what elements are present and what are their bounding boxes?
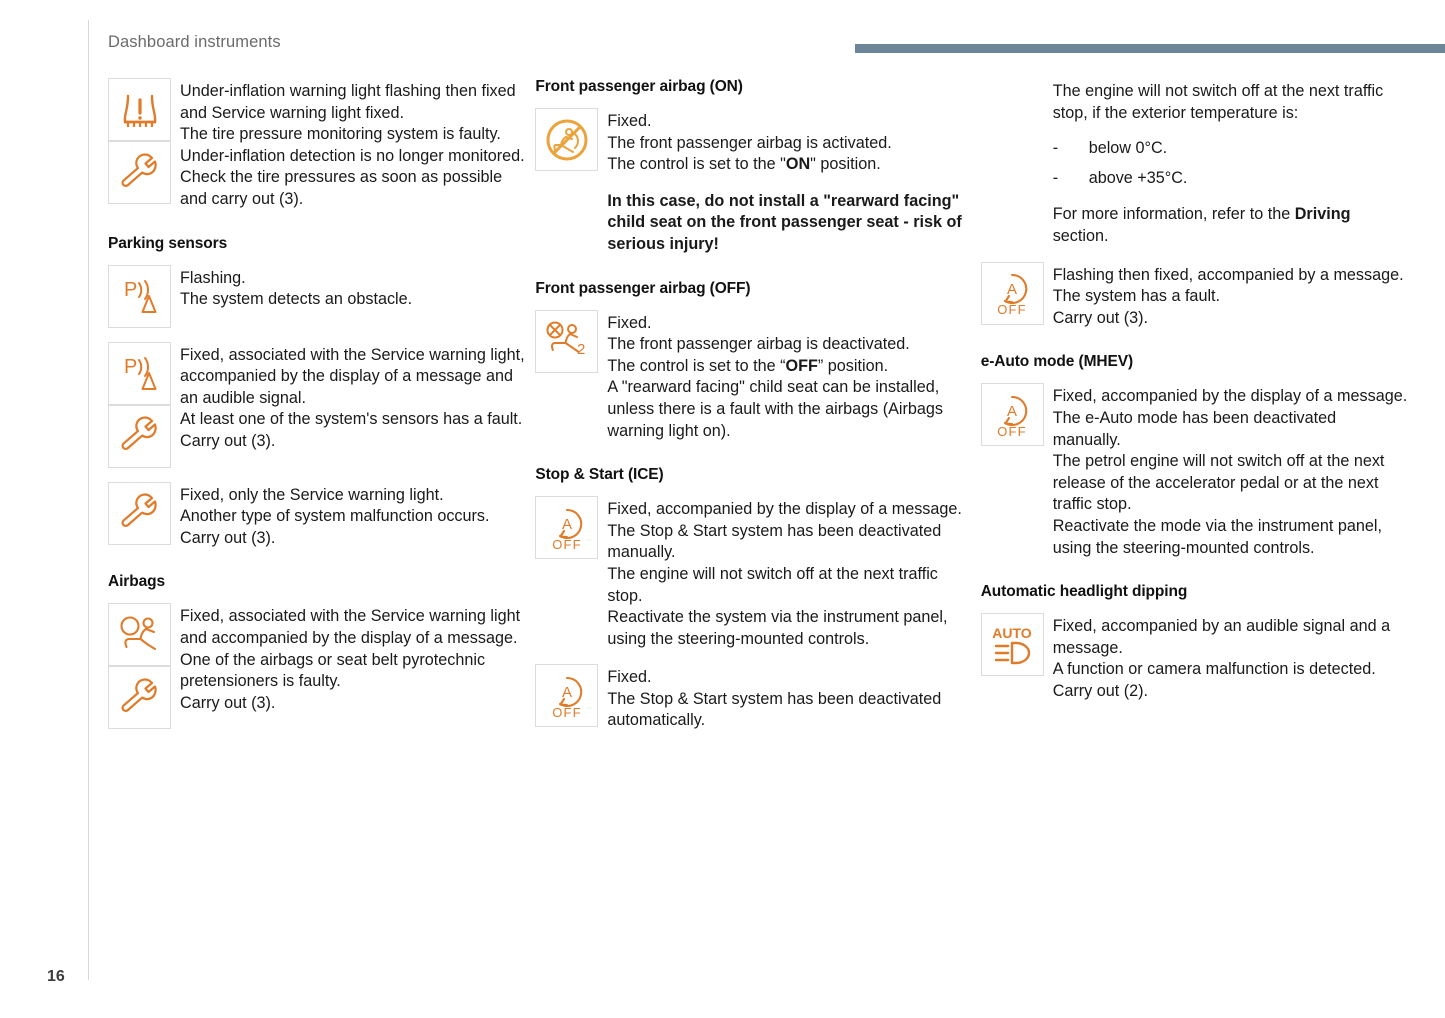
entry-text	[607, 108, 962, 256]
svg-text:2: 2	[576, 341, 586, 359]
entry-line: Flashing.	[180, 268, 246, 287]
entry-text	[1053, 383, 1408, 559]
entry-line: The engine will not switch off at the next traffic stop.	[607, 564, 938, 605]
stop-start-a-off-icon	[981, 262, 1044, 325]
entry-text	[180, 342, 525, 453]
automatic-headlight-dipping-entry	[981, 613, 1408, 702]
icon-stack	[108, 265, 180, 328]
entry-line: The e-Auto mode has been deactivated manually.	[1052, 408, 1337, 449]
entry-line: Fixed, accompanied by the display of a message.	[1052, 387, 1408, 406]
column-1	[108, 78, 525, 746]
tyre-pressure-warning-icon	[108, 78, 171, 141]
entry-line: The Stop & Start system has been deactivated manually.	[607, 521, 942, 562]
entry-line: A function or camera malfunction is detected.	[1052, 660, 1376, 679]
entry-text	[607, 664, 962, 732]
e-auto-mode-mhev-heading: e-Auto mode (MHEV)	[980, 353, 1134, 371]
entry-line: Carry out (3).	[180, 431, 276, 450]
page-header-title: Dashboard instruments	[108, 33, 281, 51]
front-passenger-airbag-off-heading: Front passenger airbag (OFF)	[535, 279, 751, 297]
entry-line: Under-inflation warning light flashing then fixed and Service warning light fixed.	[180, 82, 516, 122]
icon-stack	[535, 108, 607, 171]
rich-bold: OFF	[785, 356, 818, 375]
svg-text:P: P	[123, 279, 137, 302]
entry-line: Fixed.	[607, 668, 652, 687]
rich-bold: ON	[785, 155, 811, 174]
entry-line: Fixed, accompanied by the display of a message.	[607, 500, 962, 519]
stop-start-a-off-icon	[981, 383, 1044, 446]
stop-start-fault-entry	[981, 262, 1408, 330]
entry-text	[607, 496, 962, 650]
icon-stack	[535, 664, 607, 727]
service-wrench-icon	[108, 405, 171, 468]
e-auto-mode-entry	[981, 383, 1408, 559]
entry-text	[1053, 613, 1408, 702]
icon-stack	[108, 78, 180, 204]
airbag-seat-icon	[108, 603, 171, 666]
rich-after: ” position.	[817, 356, 889, 375]
page-margin-rule	[88, 20, 89, 980]
tyre-pressure-entry	[108, 78, 525, 211]
service-wrench-icon	[108, 482, 171, 545]
parking-sensors-fault-entry	[108, 342, 525, 468]
icon-stack	[535, 310, 607, 373]
entry-line: Flashing then fixed, accompanied by a message.	[1052, 265, 1404, 284]
stop-start-ice-heading: Stop & Start (ICE)	[535, 466, 664, 484]
front-passenger-airbag-on-heading: Front passenger airbag (ON)	[535, 78, 743, 95]
stop-start-auto-deactivation-entry	[535, 664, 962, 732]
stop-start-a-off-icon	[535, 664, 598, 727]
service-wrench-icon	[108, 666, 171, 729]
front-passenger-airbag-off-entry	[535, 310, 962, 443]
airbag-off-child-seat-icon	[535, 310, 598, 373]
rich-before: The control is set to the “	[607, 356, 786, 375]
entry-line-rich	[607, 356, 962, 378]
svg-text:OFF: OFF	[552, 536, 582, 552]
entry-text	[180, 603, 525, 714]
entry-line: The front passenger airbag is deactivated.	[607, 335, 910, 354]
stop-start-manual-deactivation-entry	[535, 496, 962, 650]
airbag-on-warning: In this case, do not install a "rearward facing" child seat on the front passenger seat - risk of serious injury!	[607, 191, 962, 253]
entry-line: Fixed.	[607, 313, 652, 332]
entry-line: A "rearward facing" child seat can be installed, unless there is a fault with the airbags (Airbags warning light on).	[607, 378, 943, 440]
list-item	[1053, 168, 1408, 190]
entry-line: The Stop & Start system has been deactivated automatically.	[607, 689, 942, 730]
entry-line: Fixed, only the Service warning light.	[180, 485, 444, 504]
parking-sensors-flashing-entry	[108, 265, 525, 328]
parking-sensor-icon	[108, 342, 171, 405]
rich-before: The control is set to the "	[607, 155, 786, 174]
auto-headlight-dipping-icon	[981, 613, 1044, 676]
airbags-fault-entry	[108, 603, 525, 729]
svg-text:P: P	[123, 356, 137, 379]
rich-before: For more information, refer to the	[1052, 205, 1295, 224]
svg-text:AUTO: AUTO	[992, 624, 1032, 641]
column-2	[535, 78, 962, 746]
entry-line: Carry out (3).	[180, 693, 276, 712]
header-accent-bar	[855, 44, 1445, 53]
icon-stack	[108, 603, 180, 729]
entry-line: The tire pressure monitoring system is faulty.	[180, 125, 501, 144]
entry-line: The system has a fault.	[1052, 287, 1221, 306]
temperature-dash-list	[1053, 138, 1408, 189]
entry-line: Fixed, associated with the Service warning light and accompanied by the display of a message.	[180, 607, 521, 647]
entry-line: Under-inflation detection is no longer monitored.	[180, 146, 525, 165]
svg-text:OFF: OFF	[552, 704, 582, 720]
entry-line-rich	[607, 154, 962, 176]
entry-line: Reactivate the mode via the instrument panel, using the steering-mounted controls.	[1052, 516, 1383, 557]
column-3	[981, 78, 1408, 746]
automatic-headlight-dipping-heading: Automatic headlight dipping	[980, 583, 1188, 601]
stop-start-a-off-icon	[535, 496, 598, 559]
icon-stack	[981, 613, 1053, 676]
entry-line: The engine will not switch off at the next traffic stop, if the exterior temperature is:	[1052, 82, 1384, 122]
front-passenger-airbag-on-entry	[535, 108, 962, 256]
entry-line: Carry out (2).	[1052, 681, 1149, 700]
rich-bold: Driving	[1294, 205, 1351, 224]
airbag-on-no-child-seat-icon	[535, 108, 598, 171]
entry-line: The front passenger airbag is activated.	[607, 133, 892, 152]
entry-line: Fixed.	[607, 112, 652, 130]
entry-text	[180, 482, 525, 550]
icon-stack	[535, 496, 607, 559]
entry-line: Check the tire pressures as soon as possible and carry out (3).	[180, 168, 503, 208]
entry-line: The system detects an obstacle.	[180, 290, 413, 309]
driving-section-reference	[1053, 204, 1408, 247]
svg-text:A: A	[1007, 281, 1018, 299]
list-item-label: below 0°C.	[1088, 139, 1168, 158]
svg-text:OFF: OFF	[997, 423, 1027, 439]
rich-after: section.	[1052, 226, 1109, 245]
rich-after: " position.	[810, 155, 881, 174]
svg-text:A: A	[561, 683, 572, 701]
entry-text	[607, 310, 962, 443]
entry-text	[180, 78, 525, 211]
icon-stack	[981, 262, 1053, 325]
entry-line: Carry out (3).	[180, 528, 276, 547]
entry-line: The petrol engine will not switch off at the next release of the accelerator pedal or at the next traffic stop.	[1052, 452, 1385, 514]
page-number: 16	[47, 968, 65, 985]
entry-line: At least one of the system's sensors has a fault.	[180, 410, 523, 429]
entry-line: Reactivate the system via the instrument panel, using the steering-mounted controls.	[607, 608, 948, 648]
icon-stack	[108, 342, 180, 468]
parking-sensors-heading: Parking sensors	[108, 234, 228, 252]
icon-stack	[108, 482, 180, 545]
entry-line: One of the airbags or seat belt pyrotechnic pretensioners is faulty.	[180, 650, 486, 691]
list-item	[1053, 138, 1408, 160]
dash-marker: -	[1052, 139, 1059, 158]
entry-text	[1053, 262, 1408, 330]
svg-text:OFF: OFF	[997, 302, 1027, 318]
entry-line: Another type of system malfunction occurs.	[180, 507, 490, 526]
service-wrench-icon	[108, 141, 171, 204]
dash-marker: -	[1052, 168, 1059, 187]
entry-text	[1053, 78, 1408, 248]
entry-line: Fixed, accompanied by an audible signal and a message.	[1052, 617, 1391, 657]
entry-text	[180, 265, 525, 311]
parking-sensor-icon	[108, 265, 171, 328]
icon-stack	[981, 383, 1053, 446]
airbags-heading: Airbags	[108, 573, 166, 591]
engine-temperature-note	[981, 78, 1408, 248]
entry-line: Fixed, associated with the Service warning light, accompanied by the display of a message and an audible signal.	[180, 345, 525, 407]
parking-sensors-service-entry	[108, 482, 525, 550]
svg-text:A: A	[1007, 402, 1018, 420]
content-columns	[108, 78, 1408, 746]
svg-text:A: A	[561, 515, 572, 533]
list-item-label: above +35°C.	[1088, 168, 1188, 187]
entry-line: Carry out (3).	[1052, 308, 1149, 327]
